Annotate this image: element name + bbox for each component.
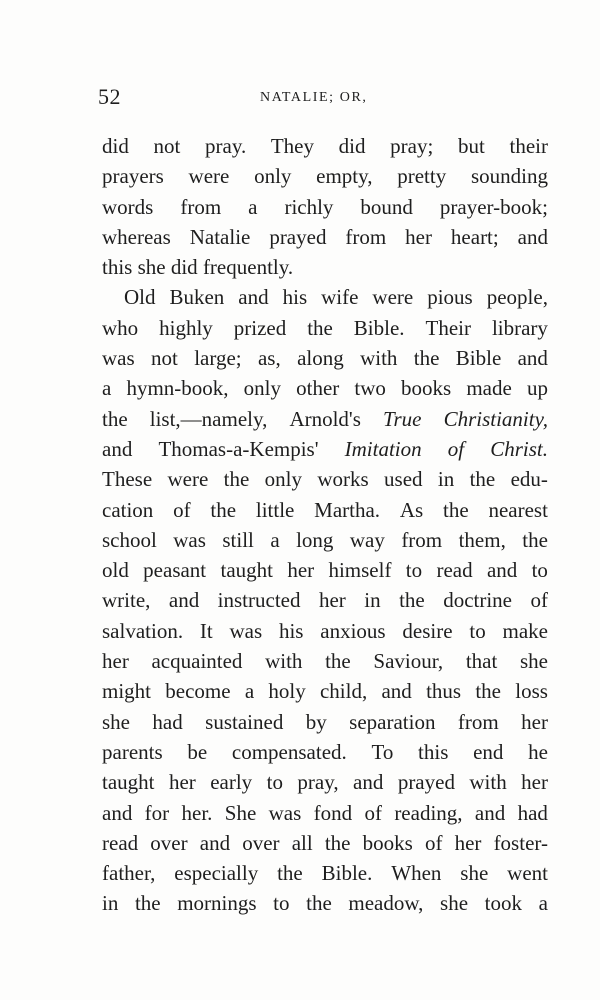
text-line: words from a richly bound prayer-book; [102, 194, 548, 219]
body-text [102, 131, 548, 919]
text-line: cation of the little Martha. As the nearest [102, 497, 548, 522]
text-line: parents be compensated. To this end he [102, 739, 548, 764]
page-number: 52 [98, 84, 121, 109]
text-line: old peasant taught her himself to read and to [102, 558, 548, 583]
running-head [98, 84, 548, 114]
text-line: These were the only works used in the edu- [102, 467, 548, 492]
text-line: Old Buken and his wife were pious people, [124, 285, 548, 310]
text-line: school was still a long way from them, the [102, 527, 548, 552]
text-line: read over and over all the books of her foster- [102, 830, 548, 855]
running-title: NATALIE; OR, [260, 90, 368, 105]
text-line: taught her early to pray, and prayed with her [102, 770, 548, 795]
text-line: this she did frequently. [102, 255, 294, 280]
text-line: and for her. She was fond of reading, and had [102, 800, 548, 825]
text-line: salvation. It was his anxious desire to make [102, 618, 548, 643]
text-line: write, and instructed her in the doctrine of [102, 588, 548, 613]
text-line: in the mornings to the meadow, she took a [102, 891, 548, 916]
text-line: prayers were only empty, pretty sounding [102, 164, 548, 189]
text-line: did not pray. They did pray; but their [102, 134, 548, 158]
text-line: and Thomas-a-Kempis' Imitation of Christ. [102, 436, 548, 461]
text-line: might become a holy child, and thus the loss [102, 679, 548, 704]
text-line: was not large; as, along with the Bible and [102, 346, 548, 371]
text-line: the list,—namely, Arnold's True Christianity, [102, 406, 548, 431]
text-line: a hymn-book, only other two books made up [102, 376, 548, 401]
text-line: who highly prized the Bible. Their library [102, 315, 548, 340]
text-line: whereas Natalie prayed from her heart; and [102, 224, 548, 249]
text-line: her acquainted with the Saviour, that she [102, 649, 548, 674]
text-line: father, especially the Bible. When she went [102, 861, 548, 886]
text-line: she had sustained by separation from her [102, 709, 548, 734]
